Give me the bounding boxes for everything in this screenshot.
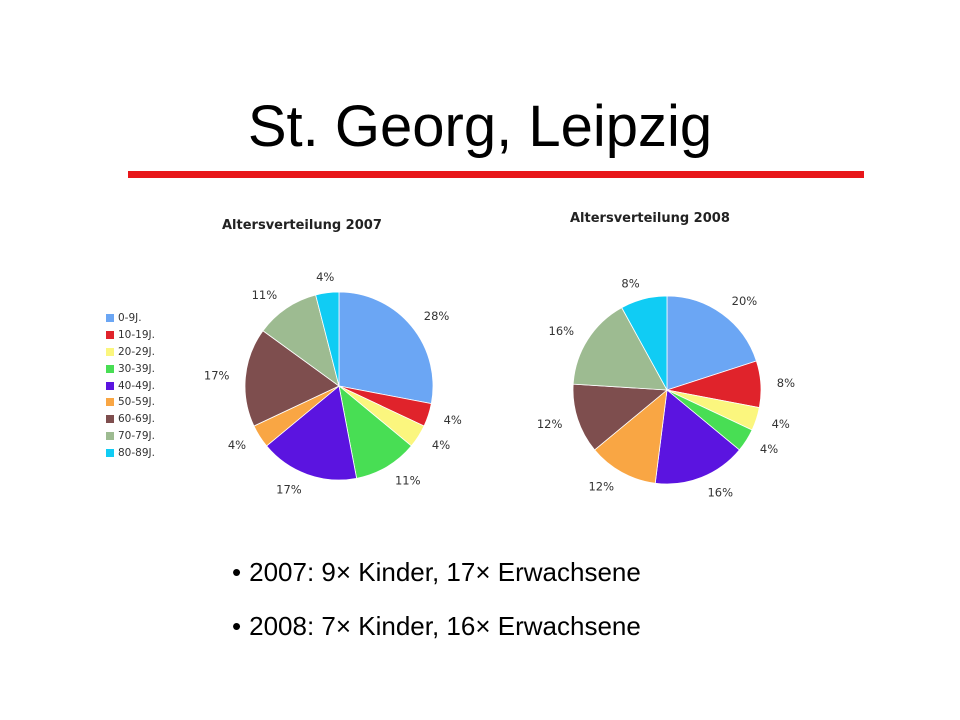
legend-label: 10-19J. (118, 329, 155, 342)
pie-data-label: 17% (203, 368, 230, 383)
legend-swatch (106, 398, 114, 406)
legend-item (106, 394, 155, 411)
legend-item (106, 444, 155, 461)
legend-item (106, 428, 155, 445)
pie-data-label: 8% (621, 276, 640, 291)
legend-item (106, 377, 155, 394)
pie-data-label: 12% (536, 416, 563, 431)
legend-swatch (106, 331, 114, 339)
pie-data-label: 4% (443, 412, 462, 427)
pie-data-label: 11% (394, 473, 421, 488)
pie-data-label: 16% (548, 324, 575, 339)
pie-2008 (537, 276, 795, 499)
pie-data-label: 4% (759, 441, 779, 456)
bullet-text-2007: 2007: 9× Kinder, 17× Erwachsene (249, 557, 641, 587)
bullet-marker: • (232, 557, 242, 587)
pie-data-label: 28% (423, 308, 450, 323)
chart-title-2007: Altersverteilung 2007 (222, 218, 382, 233)
pie-data-label: 17% (276, 482, 302, 497)
bullet-item-2007 (232, 552, 641, 606)
legend (106, 310, 155, 461)
chart-title-2008: Altersverteilung 2008 (570, 211, 730, 226)
legend-swatch (106, 415, 114, 423)
legend-label: 50-59J. (118, 396, 155, 409)
legend-swatch (106, 449, 114, 457)
pie-slice-2007-0-9J. (339, 292, 433, 404)
bullet-marker: • (232, 611, 242, 641)
bullet-item-2008 (232, 606, 641, 660)
pie-data-label: 8% (776, 376, 796, 391)
slide-title: St. Georg, Leipzig (247, 94, 713, 159)
pie-data-label: 16% (707, 485, 734, 500)
legend-label: 70-79J. (118, 429, 155, 442)
pie-data-label: 20% (731, 294, 758, 309)
legend-swatch (106, 432, 114, 440)
legend-label: 40-49J. (118, 379, 155, 392)
bullet-list (232, 552, 641, 660)
legend-swatch (106, 365, 114, 373)
legend-swatch (106, 382, 114, 390)
pie-data-label: 4% (431, 437, 451, 452)
pie-2007 (204, 270, 462, 497)
pie-data-label: 12% (588, 479, 615, 494)
bullet-text-2008: 2008: 7× Kinder, 16× Erwachsene (249, 611, 641, 641)
pie-data-label: 4% (771, 416, 790, 431)
legend-swatch (106, 348, 114, 356)
legend-item (106, 344, 155, 361)
legend-label: 60-69J. (118, 413, 155, 426)
legend-item (106, 411, 155, 428)
legend-label: 30-39J. (118, 362, 155, 375)
legend-label: 20-29J. (118, 345, 155, 358)
legend-item (106, 327, 155, 344)
pie-data-label: 11% (251, 288, 278, 303)
legend-item (106, 310, 155, 327)
pie-data-label: 4% (227, 437, 247, 452)
legend-swatch (106, 314, 114, 322)
legend-item (106, 360, 155, 377)
legend-label: 80-89J. (118, 446, 155, 459)
pie-data-label: 4% (316, 269, 335, 284)
legend-label: 0-9J. (118, 312, 142, 325)
